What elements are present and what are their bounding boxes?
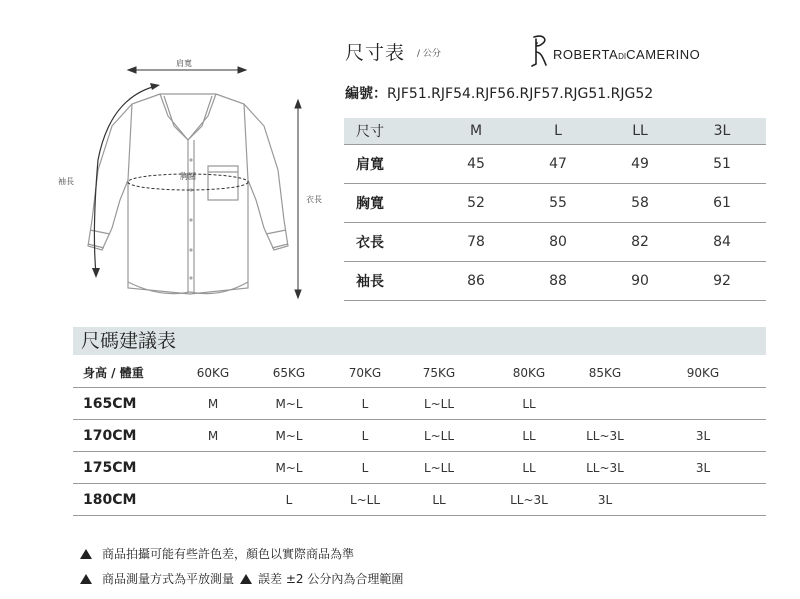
unit-label: / 公分 (417, 49, 441, 59)
brand-name-di: DI (618, 52, 627, 61)
recommendation-cell: L~LL (423, 460, 455, 475)
size-cell: 78 (467, 234, 485, 250)
recommendation-cell: M (207, 428, 219, 443)
size-header-m: M (469, 123, 483, 139)
size-cell: 86 (467, 273, 485, 289)
height-label: 175CM (83, 459, 137, 476)
recommendation-cell (575, 388, 635, 419)
size-chart-title: 尺寸表 (345, 42, 406, 64)
size-cell: 55 (549, 195, 567, 211)
height-label: 170CM (83, 427, 137, 444)
note-measurement (80, 570, 403, 587)
brand-name (553, 47, 700, 62)
size-row-sleeve (344, 262, 766, 301)
recommendation-header-row (73, 358, 766, 388)
note-text: 商品拍攝可能有些許色差，顏色以實際商品為準 (102, 547, 355, 561)
note-text: 商品測量方式為平放測量 (102, 572, 235, 586)
size-row-length (344, 223, 766, 262)
weight-header: 60KG (196, 365, 230, 380)
weight-header: 85KG (588, 365, 622, 380)
triangle-bullet-icon (80, 549, 92, 559)
height-weight-label: 身高 / 體重 (83, 366, 144, 380)
recommendation-row-165 (73, 388, 766, 420)
size-cell: 61 (713, 195, 731, 211)
recommendation-title: 尺碼建議表 (73, 327, 766, 355)
size-row-chest (344, 184, 766, 223)
size-header-label: 尺寸 (356, 124, 384, 140)
recommendation-cell: LL~3L (586, 428, 624, 443)
weight-header: 90KG (686, 365, 720, 380)
model-codes (345, 83, 653, 103)
shoulder-label: 肩寬 (176, 59, 192, 68)
recommendation-cell (673, 484, 733, 515)
shirt-diagram (40, 50, 340, 310)
recommendation-cell: M~L (275, 460, 303, 475)
size-header-3l: 3L (713, 123, 731, 139)
shirt-outline-icon (88, 94, 288, 294)
recommendation-cell: LL (432, 492, 446, 507)
triangle-bullet-icon (240, 574, 252, 584)
size-cell: 58 (631, 195, 649, 211)
recommendation-cell (183, 484, 243, 515)
size-row-shoulder (344, 145, 766, 184)
recommendation-cell: 3L (597, 492, 613, 507)
brand-name-tail: CAMERINO (626, 47, 701, 62)
size-cell: 90 (631, 273, 649, 289)
weight-header: 65KG (272, 365, 306, 380)
chest-label: 胸圍 (180, 172, 196, 181)
recommendation-cell: L (361, 460, 369, 475)
size-row-label: 衣長 (356, 235, 384, 251)
size-cell: 49 (631, 156, 649, 172)
recommendation-cell: LL (522, 428, 536, 443)
size-header-l: L (554, 123, 562, 139)
size-cell: 92 (713, 273, 731, 289)
recommendation-cell: L~LL (349, 492, 381, 507)
recommendation-cell: L (361, 396, 369, 411)
size-cell: 45 (467, 156, 485, 172)
recommendation-cell: L (361, 428, 369, 443)
recommendation-cell: M~L (275, 396, 303, 411)
recommendation-row-180 (73, 484, 766, 516)
recommendation-cell: M (207, 396, 219, 411)
recommendation-cell: LL~3L (586, 460, 624, 475)
size-table-header (344, 118, 766, 145)
recommendation-table (73, 358, 766, 516)
size-row-label: 袖長 (356, 274, 384, 290)
sleeve-label: 袖長 (58, 177, 74, 186)
length-label: 衣長 (306, 195, 322, 204)
length-arrow-icon (295, 100, 301, 298)
size-cell: 51 (713, 156, 731, 172)
model-code-list: RJF51.RJF54.RJF56.RJF57.RJG51.RJG52 (387, 86, 654, 102)
size-cell: 88 (549, 273, 567, 289)
weight-header: 80KG (512, 365, 546, 380)
weight-header: 75KG (422, 365, 456, 380)
recommendation-cell (673, 388, 733, 419)
recommendation-cell (183, 452, 243, 483)
recommendation-cell: M~L (275, 428, 303, 443)
model-label: 編號： (345, 86, 387, 102)
brand-name-main: ROBERTA (553, 47, 619, 62)
brand-logo-icon (528, 34, 550, 68)
note-color-difference (80, 545, 354, 562)
size-row-label: 胸寬 (356, 196, 384, 212)
recommendation-row-170 (73, 420, 766, 452)
size-cell: 82 (631, 234, 649, 250)
recommendation-cell: L~LL (423, 428, 455, 443)
recommendation-row-175 (73, 452, 766, 484)
recommendation-cell: 3L (695, 428, 711, 443)
recommendation-cell: L (285, 492, 293, 507)
note-text: 誤差 ±2 公分內為合理範圍 (258, 572, 404, 586)
recommendation-cell: LL (522, 460, 536, 475)
size-cell: 52 (467, 195, 485, 211)
recommendation-cell: 3L (695, 460, 711, 475)
size-table (344, 118, 766, 301)
height-label: 180CM (83, 491, 137, 508)
weight-header: 70KG (348, 365, 382, 380)
recommendation-cell: L~LL (423, 396, 455, 411)
size-row-label: 肩寬 (356, 157, 384, 173)
size-cell: 84 (713, 234, 731, 250)
height-label: 165CM (83, 395, 137, 412)
size-cell: 80 (549, 234, 567, 250)
recommendation-cell: LL~3L (510, 492, 548, 507)
recommendation-cell: LL (522, 396, 536, 411)
triangle-bullet-icon (80, 574, 92, 584)
size-cell: 47 (549, 156, 567, 172)
size-header-ll: LL (632, 123, 648, 139)
